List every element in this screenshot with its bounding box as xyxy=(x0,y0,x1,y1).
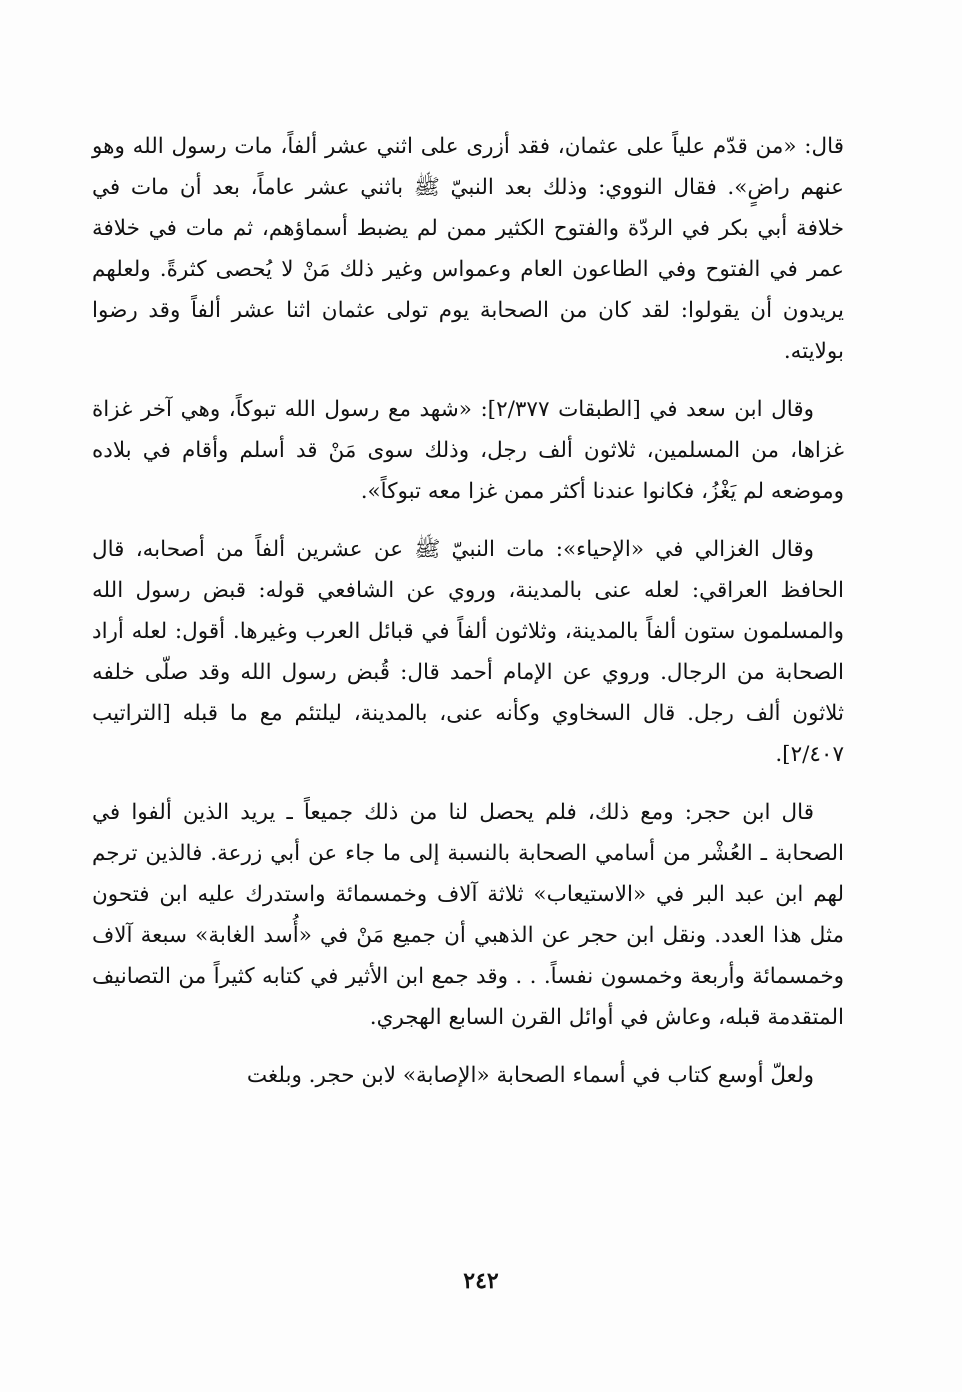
paragraph-3: وقال الغزالي في «الإحياء»: مات النبيّ ﷺ عن عشرين ألفاً من أصحابه، قال الحافظ العراقي: لعله عنى بالمدينة، وروي عن الشافعي قوله: قبض رسول الله والمسلمون ستون ألفاً بالمدينة، وثلاثون ألفاً في قبائل العرب وغيرها. أقول: لعله أراد الصحابة من الرجال. وروي عن الإمام أحمد قال: قُبض رسول الله وقد صلّى خلفه ثلاثون ألف رجل. قال السخاوي وكأنه عنى، بالمدينة، ليلتئم مع ما قبله [التراتيب ٢/٤٠٧]. xyxy=(92,537,844,767)
page-number: ٢٤٢ xyxy=(463,1268,499,1294)
paragraph-2: وقال ابن سعد في [الطبقات ٢/٣٧٧]: «شهد مع رسول الله تبوكاً، وهي آخر غزاة غزاها، من المسلمين، ثلاثون ألف رجل، وذلك سوى مَنْ قد أسلم وأقام في بلاده وموضعه لم يَغْزُ، فكانوا عندنا أكثر ممن غزا معه تبوكاً». xyxy=(92,397,844,504)
paragraph-1: قال: «من قدّم علياً على عثمان، فقد أزرى على اثني عشر ألفاً، مات رسول الله وهو عنهم راضٍ». فقال النووي: وذلك بعد النبيّ ﷺ باثني عشر عاماً، بعد أن مات في خلافة أبي بكر في الردّة والفتوح الكثير ممن لم يضبط أسماؤهم، ثم مات في خلافة عمر في الفتوح وفي الطاعون العام وعمواس وغير ذلك مَنْ لا يُحصى كثرةً. ولعلهم يريدون أن يقولوا: لقد كان من الصحابة يوم تولى عثمان اثنا عشر ألفاً وقد رضوا بولايته. xyxy=(92,134,844,364)
paragraph-4: قال ابن حجر: ومع ذلك، فلم يحصل لنا من ذلك جميعاً ـ يريد الذين ألفوا في الصحابة ـ العُشْر من أسامي الصحابة بالنسبة إلى ما جاء عن أبي زرعة. فالذين ترجم لهم ابن عبد البر في «الاستيعاب» ثلاثة آلاف وخمسمائة واستدرك عليه ابن فتحون مثل هذا العدد. ونقل ابن حجر عن الذهبي أن جميع مَنْ في «أُسد الغابة» سبعة آلاف وخمسمائة وأربعة وخمسون نفساً. . . وقد جمع ابن الأثير في كتابه كثيراً من التصانيف المتقدمة قبله، وعاش في أوائل القرن السابع الهجري. xyxy=(92,800,844,1030)
page-body-text xyxy=(92,126,844,1113)
paragraph-5: ولعلّ أوسع كتاب في أسماء الصحابة «الإصابة» لابن حجر. وبلغت xyxy=(246,1063,814,1088)
